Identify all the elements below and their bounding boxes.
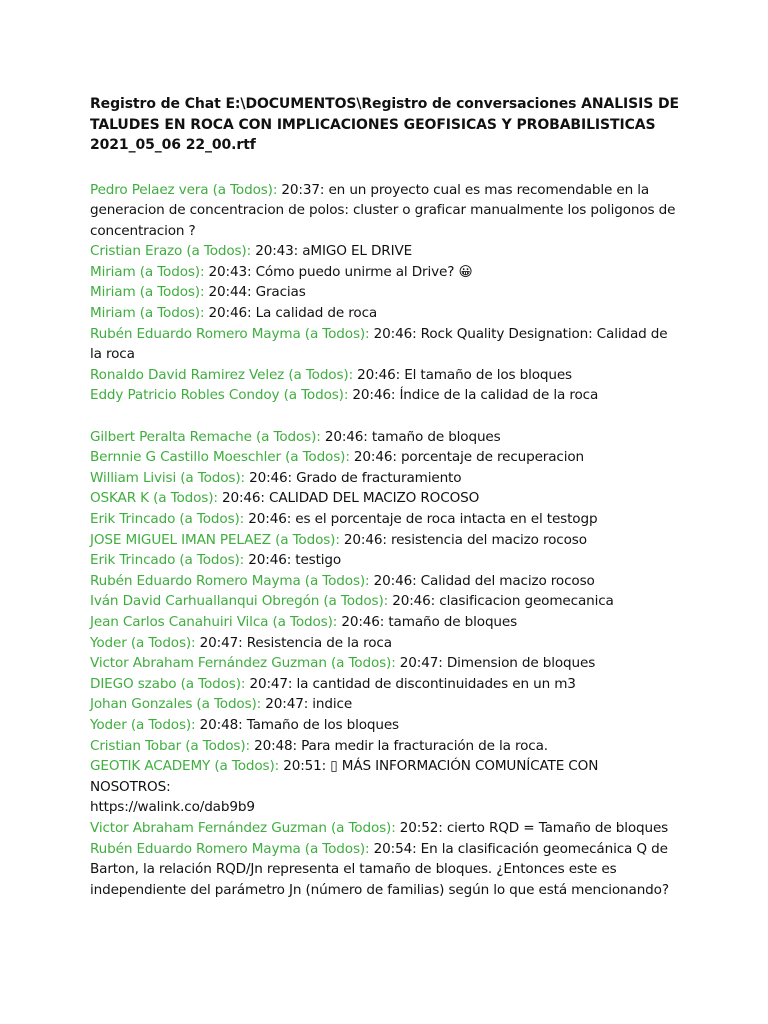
chat-message <box>90 633 680 654</box>
message-sender: Miriam (a Todos): <box>90 305 205 322</box>
chat-message <box>90 756 680 818</box>
message-sender: Johan Gonzales (a Todos): <box>90 696 262 713</box>
chat-message <box>90 365 680 386</box>
message-sender: GEOTIK ACADEMY (a Todos): <box>90 758 280 775</box>
message-sender: Cristian Tobar (a Todos): <box>90 737 250 754</box>
message-sender: DIEGO szabo (a Todos): <box>90 675 246 692</box>
chat-message <box>90 694 680 715</box>
message-text: 20:47: indice <box>261 696 353 713</box>
message-sender: Miriam (a Todos): <box>90 263 205 280</box>
chat-message <box>90 180 680 242</box>
message-sender: OSKAR K (a Todos): <box>90 490 218 507</box>
message-text: 20:47: la cantidad de discontinuidades en un m3 <box>245 675 576 692</box>
message-sender: Rubén Eduardo Romero Mayma (a Todos): <box>90 325 370 342</box>
message-sender: William Livisi (a Todos): <box>90 469 245 486</box>
message-text: 20:46: clasificacion geomecanica <box>388 593 614 610</box>
message-text: 20:51: ▯ MÁS INFORMACIÓN COMUNÍCATE CON NOSOTROS: <box>90 758 599 795</box>
chat-message <box>90 571 680 592</box>
message-sender: Cristian Erazo (a Todos): <box>90 243 252 260</box>
message-text: 20:46: tamaño de bloques <box>320 428 501 445</box>
chat-message <box>90 715 680 736</box>
chat-message <box>90 612 680 633</box>
chat-message <box>90 303 680 324</box>
message-sender: JOSE MIGUEL IMAN PELAEZ (a Todos): <box>90 531 340 548</box>
message-sender: Rubén Eduardo Romero Mayma (a Todos): <box>90 840 370 857</box>
message-text: 20:48: Tamaño de los bloques <box>195 716 399 733</box>
message-sender: Erik Trincado (a Todos): <box>90 552 245 569</box>
message-text: 20:46: Índice de la calidad de la roca <box>348 387 599 404</box>
document-title: Registro de Chat E:\DOCUMENTOS\Registro de conversaciones ANALISIS DE TALUDES EN ROCA CON IMPLICACIONES GEOFISICAS Y PROBABILISTICAS 2021_05_06 22_00.rtf <box>90 96 679 153</box>
message-text: 20:46: es el porcentaje de roca intacta en el testogp <box>244 511 598 527</box>
message-sender: Victor Abraham Fernández Guzman (a Todos): <box>90 819 396 836</box>
message-sender: Iván David Carhuallanqui Obregón (a Todos): <box>90 593 389 610</box>
message-sender: Rubén Eduardo Romero Mayma (a Todos): <box>90 572 370 589</box>
message-text: 20:43: aMIGO EL DRIVE <box>251 243 413 260</box>
message-text: 20:47: Resistencia de la roca <box>195 634 392 651</box>
message-sender: Miriam (a Todos): <box>90 284 205 301</box>
blank-line <box>90 406 680 427</box>
message-text: 20:46: tamaño de bloques <box>337 613 518 630</box>
chat-message <box>90 674 680 695</box>
chat-message <box>90 241 680 262</box>
chat-log-page <box>90 94 680 900</box>
message-text: 20:37: en un proyecto cual es mas recomendable en la generacion de concentracion de polos: cluster o graficar manualmente los poligonos de concentracion ? <box>90 181 676 239</box>
message-text: 20:46: Grado de fracturamiento <box>244 469 462 486</box>
message-sender: Yoder (a Todos): <box>90 634 196 651</box>
message-sender: Eddy Patricio Robles Condoy (a Todos): <box>90 387 349 404</box>
chat-message <box>90 550 680 571</box>
chat-message <box>90 839 680 901</box>
message-text: 20:46: porcentaje de recuperacion <box>349 449 585 466</box>
message-text: 20:46: resistencia del macizo rocoso <box>339 531 587 548</box>
chat-message <box>90 447 680 468</box>
chat-message <box>90 509 680 530</box>
message-text: 20:47: Dimension de bloques <box>395 655 596 672</box>
message-text: 20:46: Rock Quality Designation: Calidad de la roca <box>90 325 668 363</box>
message-sender: Erik Trincado (a Todos): <box>90 511 245 527</box>
message-sender: Bernnie G Castillo Moeschler (a Todos): <box>90 449 350 466</box>
message-text: 20:46: La calidad de roca <box>204 305 378 322</box>
chat-message <box>90 282 680 303</box>
message-text: 20:52: cierto RQD = Tamaño de bloques <box>395 819 669 836</box>
chat-message <box>90 262 680 283</box>
chat-message <box>90 736 680 757</box>
message-sender: Yoder (a Todos): <box>90 716 196 733</box>
message-sender: Gilbert Peralta Remache (a Todos): <box>90 428 321 445</box>
chat-message <box>90 488 680 509</box>
chat-message <box>90 324 680 365</box>
chat-message <box>90 530 680 551</box>
message-sender: Ronaldo David Ramirez Velez (a Todos): <box>90 366 353 383</box>
message-link[interactable]: https://walink.co/dab9b9 <box>90 799 255 816</box>
chat-message <box>90 427 680 448</box>
chat-message <box>90 468 680 489</box>
chat-message <box>90 385 680 406</box>
message-text: 20:54: En la clasificación geomecánica Q de Barton, la relación RQD/Jn representa el tamaño de bloques. ¿Entonces este es independiente del parámetro Jn (número de familias) según lo que está mencionando? <box>90 840 669 898</box>
message-sender: Jean Carlos Canahuiri Vilca (a Todos): <box>90 613 338 630</box>
chat-message <box>90 818 680 839</box>
chat-message <box>90 653 680 674</box>
chat-message <box>90 591 680 612</box>
message-sender: Pedro Pelaez vera (a Todos): <box>90 181 278 198</box>
message-text: 20:48: Para medir la fracturación de la roca. <box>249 737 548 754</box>
message-text: 20:43: Cómo puedo unirme al Drive? 😀 <box>204 263 473 280</box>
message-text: 20:44: Gracias <box>204 284 306 301</box>
message-text: 20:46: testigo <box>244 552 342 569</box>
message-text: 20:46: CALIDAD DEL MACIZO ROCOSO <box>217 490 480 507</box>
message-text: 20:46: Calidad del macizo rocoso <box>369 572 595 589</box>
message-text: 20:46: El tamaño de los bloques <box>353 366 572 383</box>
message-sender: Victor Abraham Fernández Guzman (a Todos): <box>90 655 396 672</box>
